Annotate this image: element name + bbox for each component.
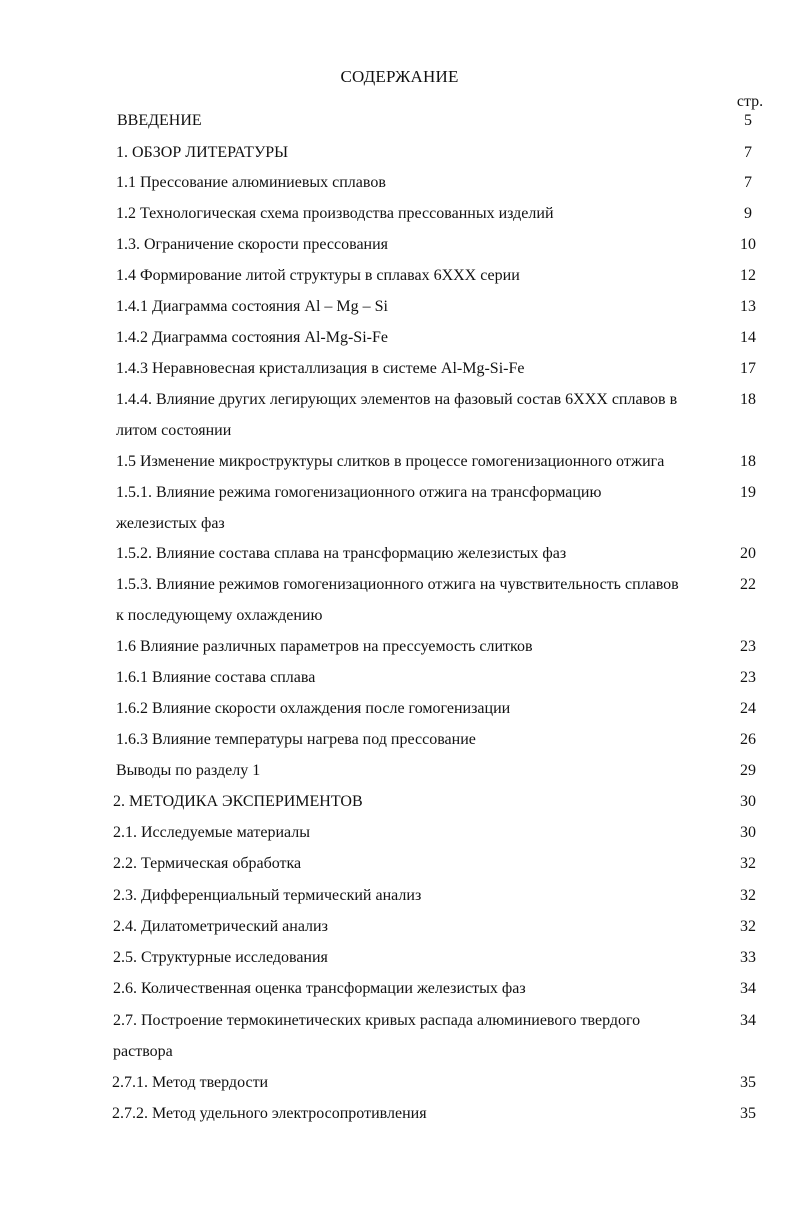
- toc-entry-page-number: 24: [740, 700, 756, 717]
- toc-entry-page-number: 35: [740, 1105, 756, 1122]
- toc-entry-title: 1.5.3. Влияние режимов гомогенизационного отжига на чувствительность сплавов: [116, 576, 679, 593]
- toc-entry-title: 1.5.1. Влияние режима гомогенизационного отжига на трансформацию: [116, 484, 602, 501]
- toc-entry: [0, 201, 799, 227]
- toc-entry-title: 2.7.1. Метод твердости: [112, 1074, 269, 1091]
- toc-entry-page-number: 30: [740, 824, 756, 841]
- toc-entry-title: 2.2. Термическая обработка: [113, 855, 302, 872]
- toc-entry-title-continued: литом состоянии: [116, 422, 232, 439]
- toc-entry-title: 1.3. Ограничение скорости прессования: [116, 236, 389, 253]
- toc-entry: [0, 1070, 799, 1096]
- toc-entry: [0, 727, 799, 753]
- toc-entry-title: 1.5 Изменение микроструктуры слитков в процессе гомогенизационного отжига: [116, 453, 665, 470]
- toc-entry: [0, 883, 799, 909]
- toc-entry-title: 1.4 Формирование литой структуры в сплавах 6XXX серии: [116, 267, 520, 284]
- toc-entry-page-number: 22: [740, 576, 756, 593]
- toc-entry-title: 2. МЕТОДИКА ЭКСПЕРИМЕНТОВ: [113, 793, 363, 810]
- toc-entry-title: 1.6 Влияние различных параметров на прессуемость слитков: [116, 638, 533, 655]
- toc-entry-page-number: 7: [744, 174, 752, 191]
- toc-entry-title: 1. ОБЗОР ЛИТЕРАТУРЫ: [116, 144, 289, 161]
- toc-entry: [0, 758, 799, 784]
- toc-entry-title: 1.2 Технологическая схема производства прессованных изделий: [116, 205, 554, 222]
- toc-entry: [0, 572, 799, 624]
- toc-entry-page-number: 7: [744, 144, 752, 161]
- toc-entry-title-continued: железистых фаз: [116, 515, 225, 532]
- toc-entry-page-number: 29: [740, 762, 756, 779]
- toc-entry-title: 1.6.1 Влияние состава сплава: [116, 669, 316, 686]
- toc-entry: [0, 294, 799, 320]
- toc-entry: [0, 356, 799, 382]
- toc-entry: [0, 1101, 799, 1127]
- toc-entry-title: ВВЕДЕНИЕ: [117, 112, 202, 129]
- toc-entry: [0, 945, 799, 971]
- toc-entry: [0, 820, 799, 846]
- toc-entry-title: 2.7. Построение термокинетических кривых распада алюминиевого твердого: [113, 1012, 641, 1029]
- toc-entry: [0, 325, 799, 351]
- toc-entry-title: 1.6.3 Влияние температуры нагрева под прессование: [116, 731, 476, 748]
- toc-entry: [0, 232, 799, 258]
- toc-entry-title: 2.3. Дифференциальный термический анализ: [113, 887, 422, 904]
- toc-entry: [0, 976, 799, 1002]
- toc-entry-page-number: 9: [744, 205, 752, 222]
- toc-entry-page-number: 10: [740, 236, 756, 253]
- toc-entry-page-number: 14: [740, 329, 756, 346]
- toc-entry: [0, 387, 799, 439]
- toc-entry: [0, 541, 799, 567]
- toc-entry-page-number: 34: [740, 1012, 756, 1029]
- toc-entry-page-number: 35: [740, 1074, 756, 1091]
- toc-entry-page-number: 32: [740, 887, 756, 904]
- toc-entry-title: 1.4.2 Диаграмма состояния Al-Mg-Si-Fe: [116, 329, 388, 346]
- toc-entry: [0, 449, 799, 475]
- toc-entry: [0, 851, 799, 877]
- toc-entry-page-number: 5: [744, 112, 752, 129]
- toc-entry-title: 1.1 Прессование алюминиевых сплавов: [116, 174, 386, 191]
- toc-entry-title: 2.7.2. Метод удельного электросопротивления: [112, 1105, 427, 1122]
- toc-entry-page-number: 13: [740, 298, 756, 315]
- toc-entry-page-number: 12: [740, 267, 756, 284]
- toc-entry-page-number: 26: [740, 731, 756, 748]
- toc-entry-page-number: 18: [740, 391, 756, 408]
- toc-entry: [0, 634, 799, 660]
- toc-entry-page-number: 33: [740, 949, 756, 966]
- toc-entry-title-continued: раствора: [113, 1043, 173, 1060]
- toc-entry-page-number: 34: [740, 980, 756, 997]
- toc-entry: [0, 914, 799, 940]
- toc-entry-title: 1.5.2. Влияние состава сплава на трансформацию железистых фаз: [116, 545, 567, 562]
- toc-entry: [0, 789, 799, 815]
- toc-entry: [0, 140, 799, 166]
- toc-entry-title: Выводы по разделу 1: [116, 762, 261, 779]
- toc-entry-page-number: 30: [740, 793, 756, 810]
- toc-entry-title: 1.6.2 Влияние скорости охлаждения после гомогенизации: [116, 700, 511, 717]
- toc-entry-title: 2.5. Структурные исследования: [113, 949, 328, 966]
- toc-entry-page-number: 23: [740, 669, 756, 686]
- toc-entry-title: 1.4.4. Влияние других легирующих элементов на фазовый состав 6XXX сплавов в: [116, 391, 678, 408]
- toc-entry-page-number: 23: [740, 638, 756, 655]
- toc-entry-page-number: 32: [740, 855, 756, 872]
- toc-entry-page-number: 20: [740, 545, 756, 562]
- toc-entry: [0, 108, 799, 134]
- toc-entry: [0, 480, 799, 532]
- toc-entry-title-continued: к последующему охлаждению: [116, 607, 323, 624]
- toc-entry-page-number: 19: [740, 484, 756, 501]
- toc-entry: [0, 665, 799, 691]
- toc-entry-title: 2.6. Количественная оценка трансформации железистых фаз: [113, 980, 526, 997]
- toc-entry-page-number: 18: [740, 453, 756, 470]
- toc-entry: [0, 1008, 799, 1060]
- toc-entry-page-number: 32: [740, 918, 756, 935]
- toc-entry-title: 2.1. Исследуемые материалы: [113, 824, 310, 841]
- toc-entry-page-number: 17: [740, 360, 756, 377]
- toc-entry-title: 1.4.3 Неравновесная кристаллизация в системе Al-Mg-Si-Fe: [116, 360, 525, 377]
- toc-entry-title: 1.4.1 Диаграмма состояния Al – Mg – Si: [116, 298, 388, 315]
- toc-entry: [0, 263, 799, 289]
- toc-entry: [0, 170, 799, 196]
- toc-entry: [0, 696, 799, 722]
- page-column-label: стр.: [736, 93, 764, 110]
- toc-entry-title: 2.4. Дилатометрический анализ: [113, 918, 328, 935]
- page-title: СОДЕРЖАНИЕ: [340, 67, 459, 86]
